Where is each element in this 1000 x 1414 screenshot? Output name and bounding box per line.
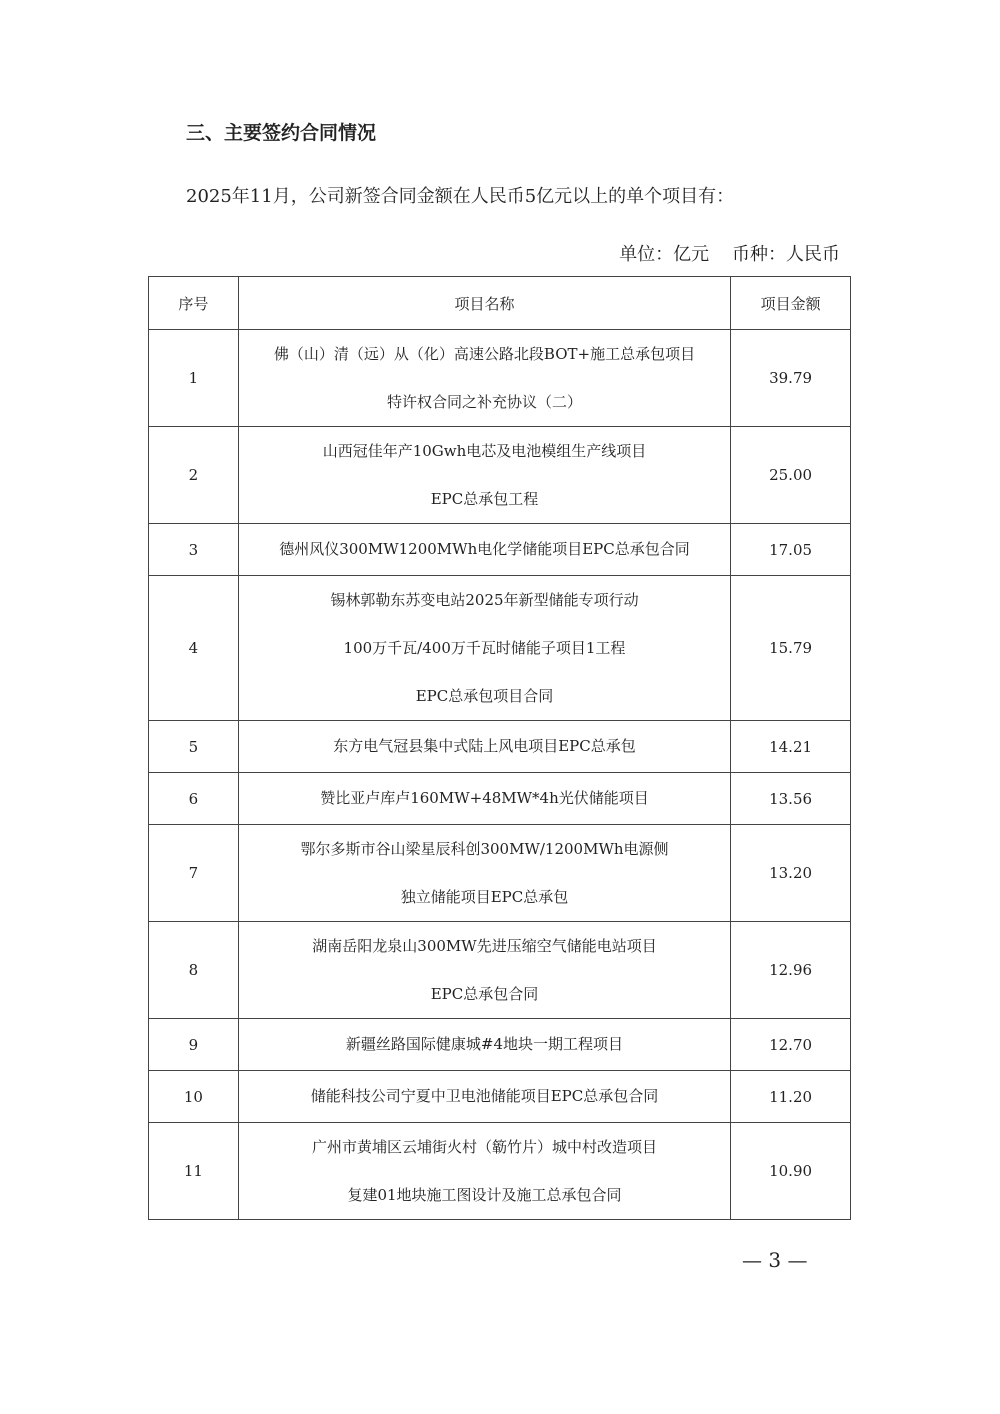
project-name-line: EPC总承包工程 [430, 490, 539, 508]
row-no: 6 [149, 773, 239, 825]
table-row [149, 427, 851, 524]
row-amount: 13.56 [731, 773, 851, 825]
project-name-line: 特许权合同之补充协议（二） [386, 393, 582, 411]
project-name-line: 山西冠佳年产10Gwh电芯及电池模组生产线项目 [322, 442, 647, 460]
row-amount: 14.21 [731, 721, 851, 773]
row-no: 7 [149, 825, 239, 922]
row-project-name [238, 524, 730, 576]
table-row [149, 773, 851, 825]
page-number: — 3 — [742, 1248, 808, 1272]
project-name-line: EPC总承包项目合同 [415, 687, 554, 705]
project-name-line: 东方电气冠县集中式陆上风电项目EPC总承包 [333, 737, 636, 755]
row-amount: 11.20 [731, 1071, 851, 1123]
header-no: 序号 [149, 277, 239, 330]
project-name-line: 储能科技公司宁夏中卫电池储能项目EPC总承包合同 [310, 1087, 659, 1105]
project-name-line: 佛（山）清（远）从（化）高速公路北段BOT+施工总承包项目 [273, 345, 696, 363]
project-name-line: 广州市黄埔区云埔街火村（簕竹片）城中村改造项目 [311, 1138, 657, 1156]
project-name-line: 鄂尔多斯市谷山梁星辰科创300MW/1200MWh电源侧 [300, 840, 669, 858]
row-no: 1 [149, 330, 239, 427]
header-amount: 项目金额 [731, 277, 851, 330]
project-name-line: 湖南岳阳龙泉山300MW先进压缩空气储能电站项目 [312, 937, 657, 955]
row-amount: 15.79 [731, 576, 851, 721]
row-no: 8 [149, 922, 239, 1019]
table-row [149, 1019, 851, 1071]
row-project-name [238, 1123, 730, 1220]
table-row [149, 825, 851, 922]
row-amount: 39.79 [731, 330, 851, 427]
row-amount: 12.96 [731, 922, 851, 1019]
table-row [149, 721, 851, 773]
row-no: 5 [149, 721, 239, 773]
row-project-name [238, 922, 730, 1019]
project-name-line: 100万千瓦/400万千瓦时储能子项目1工程 [343, 639, 626, 657]
row-no: 3 [149, 524, 239, 576]
row-project-name [238, 721, 730, 773]
row-no: 11 [149, 1123, 239, 1220]
section-heading: 三、主要签约合同情况 [186, 122, 377, 144]
project-name-line: 复建01地块施工图设计及施工总承包合同 [347, 1186, 622, 1204]
row-no: 10 [149, 1071, 239, 1123]
unit-label: 单位：亿元 币种：人民币 [619, 244, 840, 265]
row-project-name [238, 1019, 730, 1071]
row-no: 9 [149, 1019, 239, 1071]
row-no: 4 [149, 576, 239, 721]
project-name-line: 独立储能项目EPC总承包 [400, 888, 569, 906]
row-project-name [238, 825, 730, 922]
contracts-table [148, 276, 851, 1220]
table-row [149, 524, 851, 576]
row-amount: 17.05 [731, 524, 851, 576]
table-row [149, 330, 851, 427]
project-name-line: 赞比亚卢库卢160MW+48MW*4h光伏储能项目 [320, 789, 649, 807]
row-project-name [238, 427, 730, 524]
row-amount: 12.70 [731, 1019, 851, 1071]
intro-paragraph: 2025年11月，公司新签合同金额在人民币5亿元以上的单个项目有： [186, 186, 735, 207]
table-row [149, 1071, 851, 1123]
row-project-name [238, 330, 730, 427]
row-amount: 10.90 [731, 1123, 851, 1220]
project-name-line: 新疆丝路国际健康城#4地块一期工程项目 [345, 1035, 624, 1053]
table-row [149, 922, 851, 1019]
row-project-name [238, 773, 730, 825]
project-name-line: 锡林郭勒东苏变电站2025年新型储能专项行动 [330, 591, 639, 609]
project-name-line: 德州风仪300MW1200MWh电化学储能项目EPC总承包合同 [279, 540, 690, 558]
row-amount: 25.00 [731, 427, 851, 524]
header-name: 项目名称 [238, 277, 730, 330]
row-no: 2 [149, 427, 239, 524]
table-header-row [149, 277, 851, 330]
row-project-name [238, 576, 730, 721]
project-name-line: EPC总承包合同 [430, 985, 539, 1003]
row-project-name [238, 1071, 730, 1123]
table-row [149, 1123, 851, 1220]
row-amount: 13.20 [731, 825, 851, 922]
table-row [149, 576, 851, 721]
